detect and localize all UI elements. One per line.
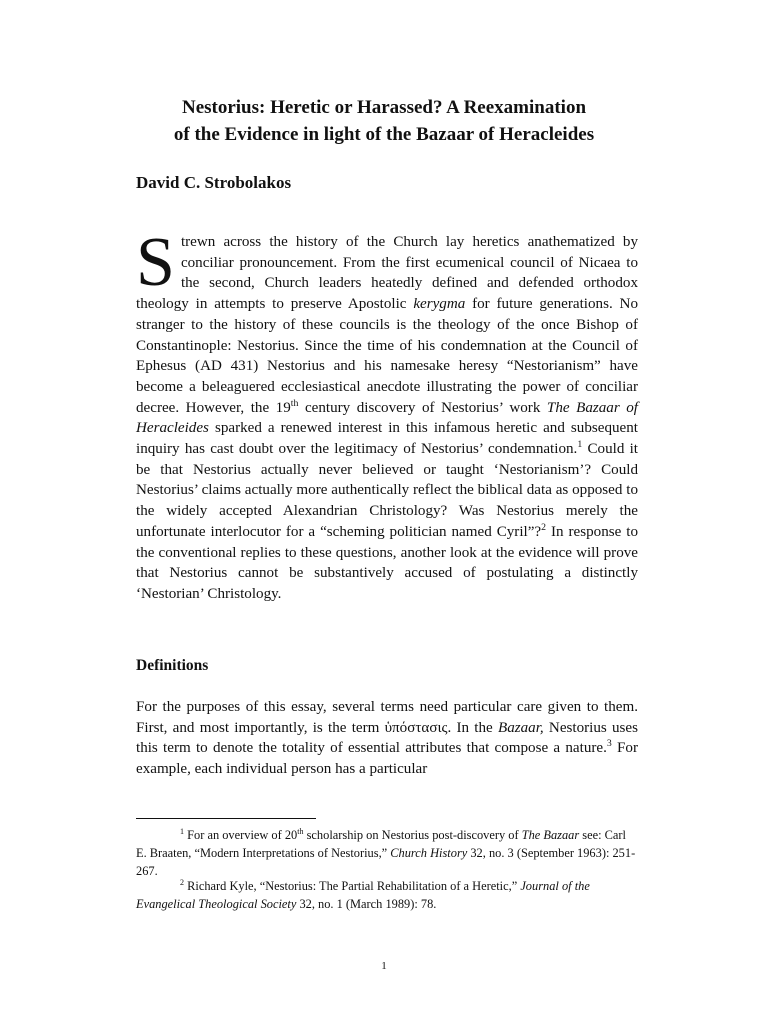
text-run: Could it be that Nestorius actually never believed or taught ‘Nestorianism’? Could Nestorius’ claims actually more authentically reflect the biblical data as opposed to the widely accepted Alexandrian Christology? Was Nestorius merely the unfortunate interlocutor for a “scheming politician named Cyril”? [136, 441, 639, 540]
text-run: sparked a renewed interest in this infamous heretic and subsequent inquiry has cast doubt over the legitimacy of Nestorius’ condemnation. [136, 420, 638, 458]
footnote-separator [136, 818, 316, 819]
drop-cap: S [136, 224, 175, 301]
title-line-1: Nestorius: Heretic or Harassed? A Reexamination [181, 97, 587, 118]
text-run: for future generations. No stranger to the history of these councils is the theology of the once Bishop of Constantinople: Nestorius. Since the time of his condemnation at the Council of Ephesus (AD 431) Nestorius and his namesake heresy “Nestorianism” have become a beleaguered ecclesiastical anecdote illustrating the power of conciliar decree. However, the 19 [136, 296, 638, 416]
ordinal-suffix: th [297, 826, 304, 836]
paper-title [110, 94, 658, 148]
footnote-ref-1[interactable]: 1 [577, 439, 583, 450]
italic-title: The Bazaar [521, 828, 580, 842]
italic-title: Church History [390, 846, 468, 860]
footnote-ref-3[interactable]: 3 [606, 738, 612, 750]
text-run: In response to the conventional replies to these questions, another look at the evidence will prove that Nestorius cannot be substantively accused of postulating a distinctly ‘Nestorian’ Christology. [136, 523, 638, 602]
footnote-number: 2 [180, 877, 185, 887]
footnote-2 [136, 877, 638, 913]
intro-paragraph [136, 224, 639, 605]
page-number: 1 [381, 960, 387, 972]
text-run: Richard Kyle, “Nestorius: The Partial Rehabilitation of a Heretic,” [184, 879, 521, 893]
text-run: century discovery of Nestorius’ work [298, 399, 547, 416]
text-run: see: Carl E. Braaten, “Modern Interpretations of Nestorius,” [136, 828, 626, 860]
text-run: trewn across the history of the Church lay heretics anathematized by conciliar pronouncement. From the first ecumenical council of Nicaea to the second, Church leaders heatedly defined and defended orthodox theology in attempts to preserve Apostolic [136, 234, 638, 313]
title-line-2: of the Evidence in light of the Bazaar of Heracleides [173, 124, 595, 145]
text-run: Nestorius uses this term to denote the totality of essential attributes that compose a nature. [136, 719, 638, 757]
text-run: For the purposes of this essay, several terms need particular care given to them. First, and most importantly, is the term ὑπόστασις. In the [136, 699, 638, 736]
section-heading: Definitions [136, 657, 209, 674]
text-run: For an overview of 20 [184, 828, 298, 842]
italic-term: kerygma [413, 296, 466, 313]
text-run: 32, no. 1 (March 1989): 78. [296, 897, 437, 911]
text-run: 32, no. 3 (September 1963): 251-267. [136, 846, 636, 878]
footnote-1 [136, 826, 638, 880]
text-run: scholarship on Nestorius post-discovery of [303, 828, 522, 842]
italic-title: Journal of the Evangelical Theological Society [136, 879, 590, 911]
italic-title: Bazaar, [497, 719, 544, 736]
italic-title: The Bazaar of Heracleides [136, 399, 638, 437]
definitions-paragraph [136, 697, 638, 780]
text-run: For example, each individual person has a particular [136, 740, 639, 778]
author-name: David C. Strobolakos [136, 173, 292, 192]
footnote-ref-2[interactable]: 2 [541, 521, 547, 533]
ordinal-suffix: th [290, 397, 299, 409]
footnote-number: 1 [180, 826, 185, 836]
